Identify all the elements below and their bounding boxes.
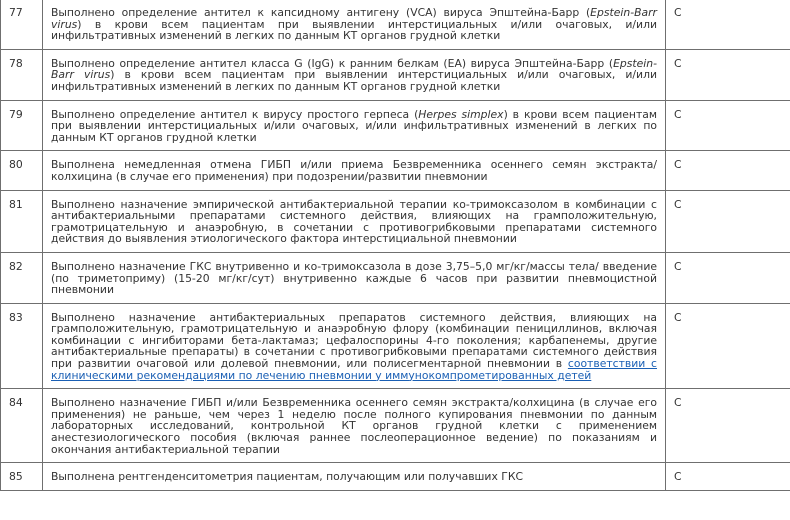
row-number: 78 [1,49,43,100]
evidence-level: C [666,389,790,463]
row-number: 84 [1,389,43,463]
criterion-text: Выполнено назначение ГКС внутривенно и ко-тримоксазола в дозе 3,75–5,0 мг/кг/массы тела/ введение (по триметоприму) (15-20 мг/кг/сут) внутривенно каждые 6 часов при развитии пневмоцистной пневмонии [43,252,666,303]
evidence-level: C [666,151,790,190]
evidence-level: C [666,49,790,100]
row-number: 81 [1,190,43,252]
table-row [1,463,790,491]
table-row [1,303,790,389]
table-row [1,252,790,303]
guidelines-link[interactable]: соответствии с клиническими рекомендациями по лечению пневмонии у иммунокомпрометированных детей [51,357,657,382]
evidence-level: C [666,463,790,491]
evidence-level: C [666,252,790,303]
table-row [1,190,790,252]
criterion-text: Выполнено определение антител к вирусу простого герпеса (Herpes simplex) в крови всем пациентам при выявлении интерстициальных и/или очаговых, и/или инфильтративных изменений в легких по данным КТ органов грудной клетки [43,100,666,151]
criterion-text: Выполнено определение антител к капсидному антигену (VCA) вируса Эпштейна-Барр (Epstein-Barr virus) в крови всем пациентам при выявлении интерстициальных и/или очаговых, и/или инфильтративных изменений в легких по данным КТ органов грудной клетки [43,0,666,49]
evidence-level: C [666,303,790,389]
table-row [1,0,790,49]
row-number: 77 [1,0,43,49]
table-row [1,49,790,100]
row-number: 80 [1,151,43,190]
evidence-level: C [666,190,790,252]
evidence-level: C [666,0,790,49]
table-row [1,151,790,190]
criterion-text: Выполнено определение антител класса G (IgG) к ранним белкам (EA) вируса Эпштейна-Барр (Epstein-Barr virus) в крови всем пациентам при выявлении интерстициальных и/или очаговых, и/или инфильтративных изменений в легких по данным КТ органов грудной клетки [43,49,666,100]
criterion-text: Выполнена немедленная отмена ГИБП и/или приема Безвременника осеннего семян экстракта/ колхицина (в случае его применения) при подозрении/развитии пневмонии [43,151,666,190]
criterion-text: Выполнено назначение эмпирической антибактериальной терапии ко-тримоксазолом в комбинации с антибактериальными препаратами системного действия, влияющих на грамположительную, грамотрицательную и анаэробную, в сочетании с противогрибковыми препаратами системного действия до выявления этиологического фактора интерстициальной пневмонии [43,190,666,252]
row-number: 83 [1,303,43,389]
evidence-level: C [666,100,790,151]
table-row [1,100,790,151]
row-number: 85 [1,463,43,491]
table-row [1,389,790,463]
row-number: 79 [1,100,43,151]
row-number: 82 [1,252,43,303]
criterion-text: Выполнена рентгенденситометрия пациентам, получающим или получавших ГКС [43,463,666,491]
criterion-text: Выполнено назначение ГИБП и/или Безвременника осеннего семян экстракта/колхицина (в случае его применения) не раньше, чем через 1 неделю после полного купирования пневмонии по данным лабораторных исследований, контрольной КТ органов грудной клетки с применением анестезиологического пособия (включая раннее послеоперационное ведение) по показаниям и окончания антибактериальной терапии [43,389,666,463]
criterion-text: Выполнено назначение антибактериальных препаратов системного действия, влияющих на грамположительную, грамотрицательную и анаэробную флору (комбинации пенициллинов, включая комбинации с ингибиторами бета-лактамаз; цефалоспорины 4-го поколения; карбапенемы, другие антибактериальные препараты) в сочетании с противогрибковыми препаратами системного действия при развитии очаговой или долевой пневмонии, или полисегментарной пневмонии в соответствии с клиническими рекомендациями по лечению пневмонии у иммунокомпрометированных детей [43,303,666,389]
